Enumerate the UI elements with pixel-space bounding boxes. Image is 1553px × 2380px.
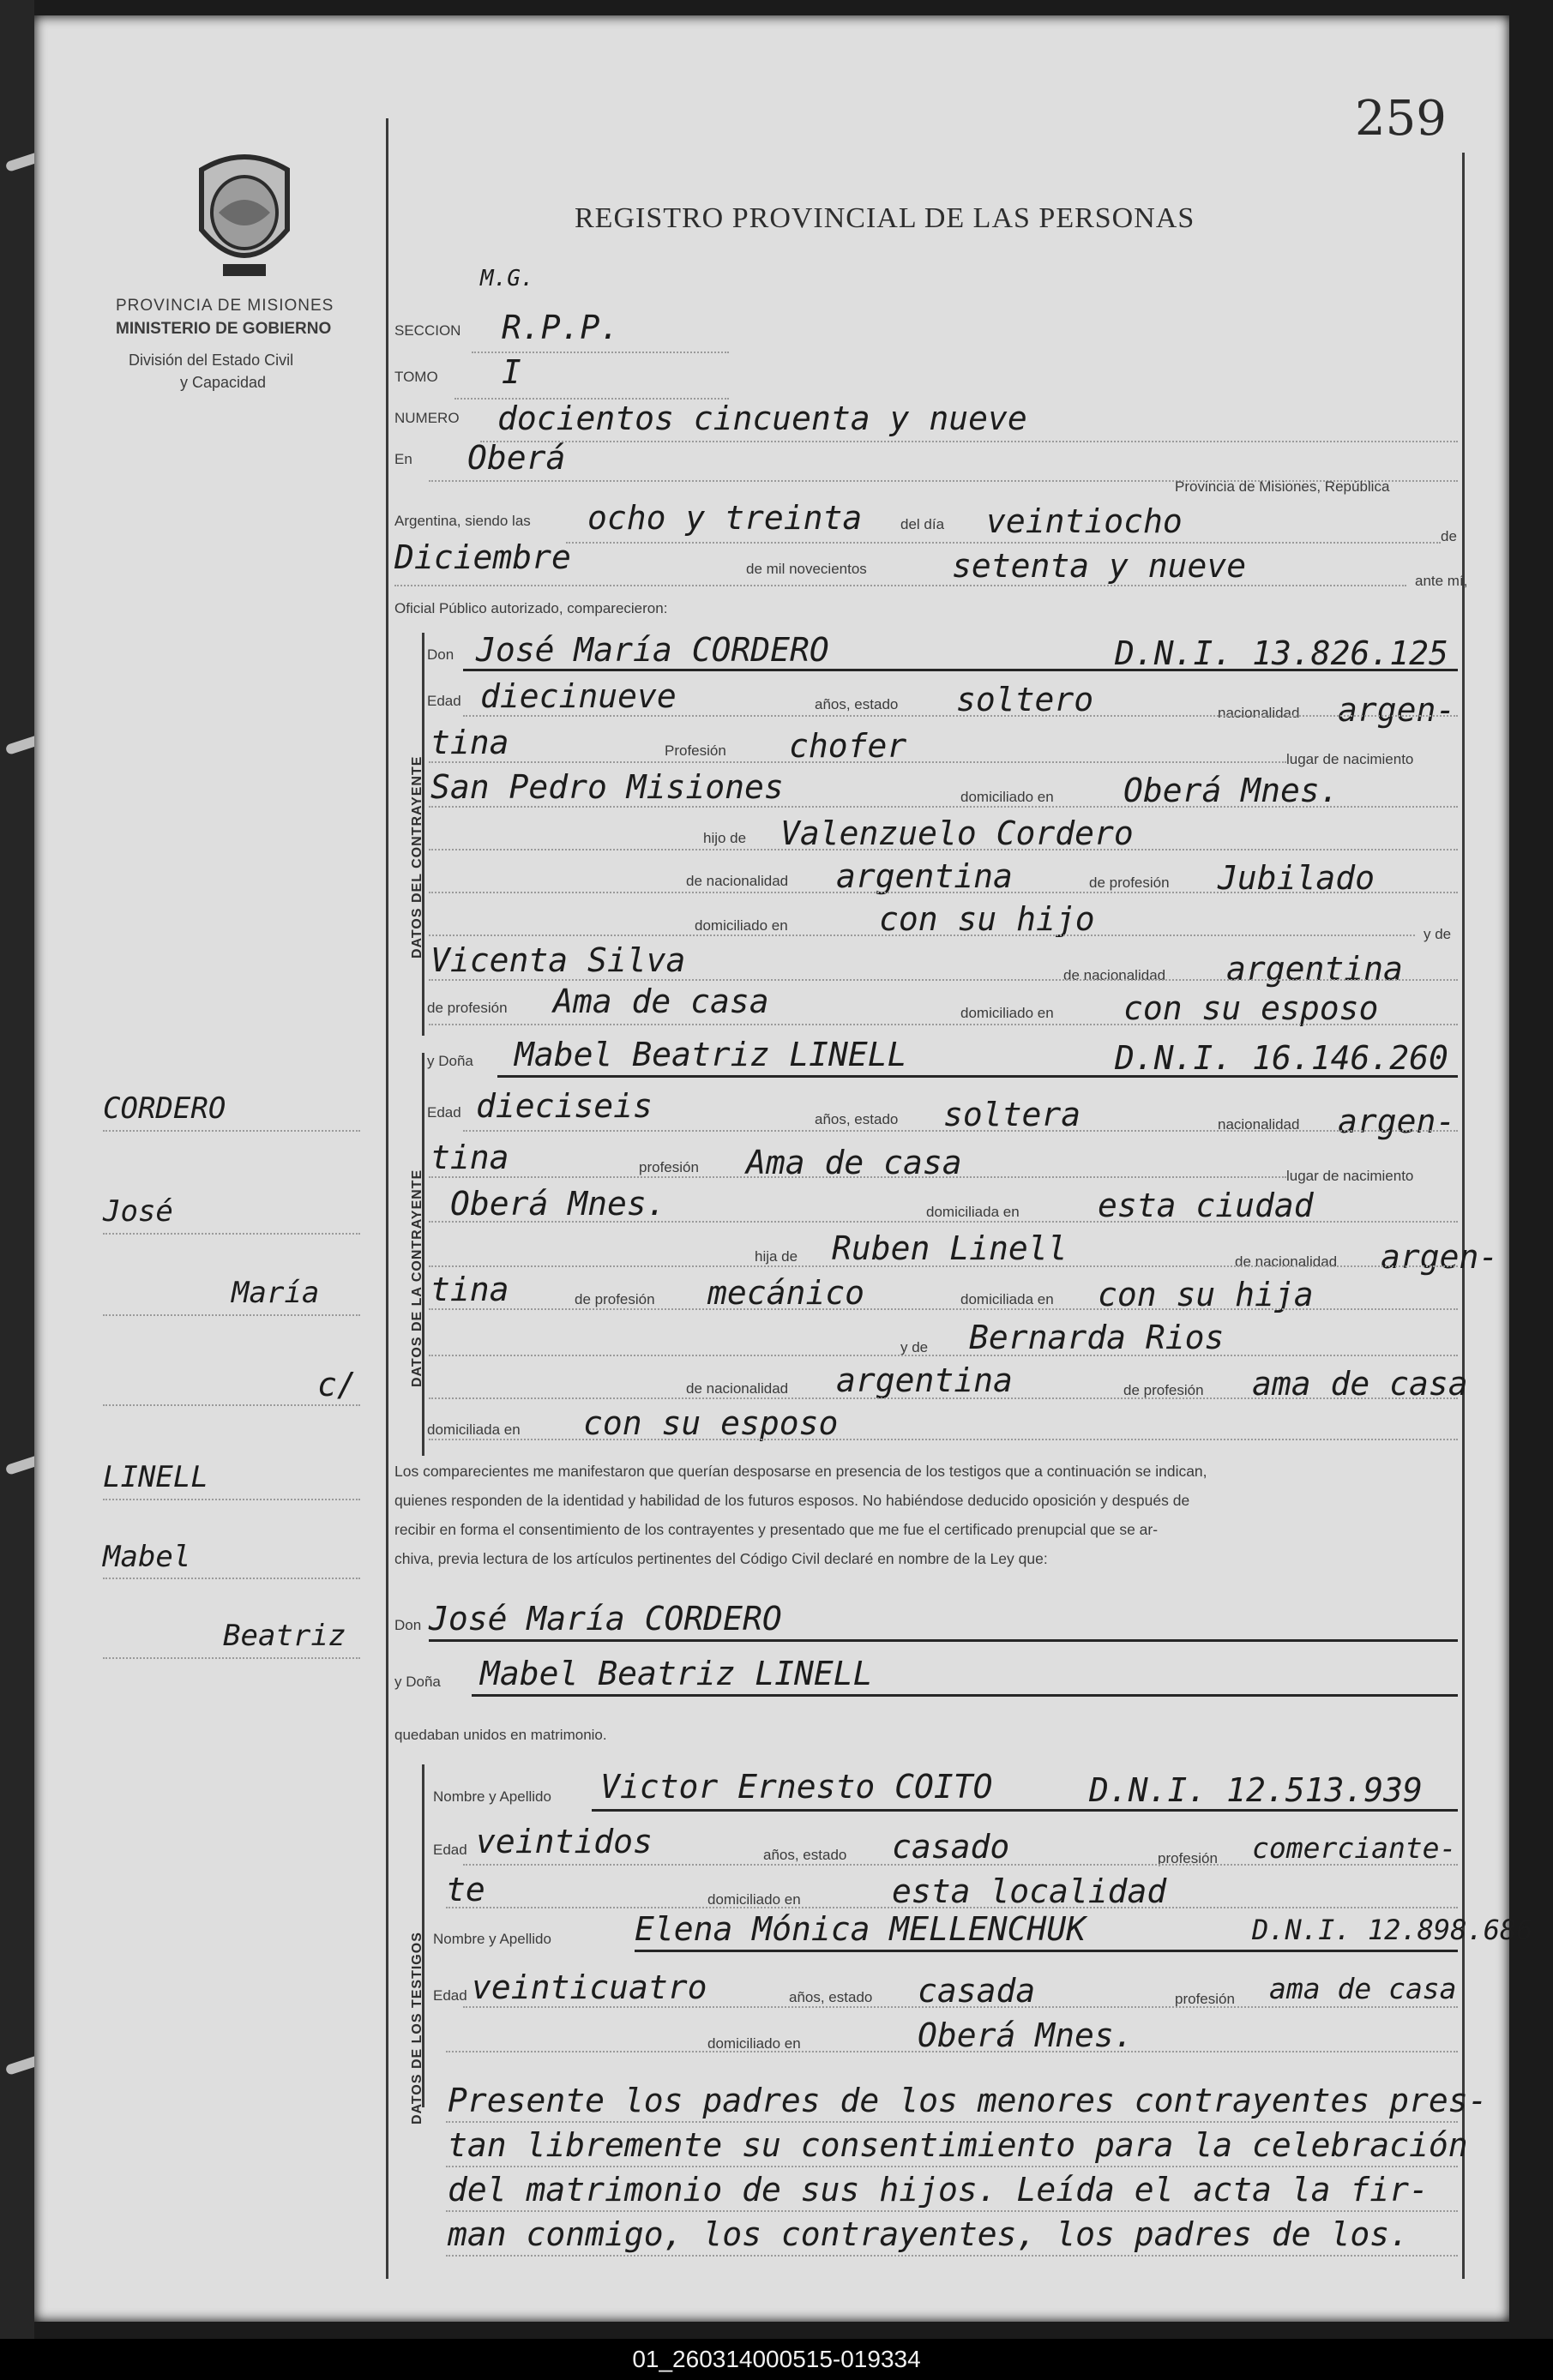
dia-value: veintiocho	[986, 502, 1183, 540]
field-line	[429, 849, 1458, 850]
argentina-label: Argentina, siendo las	[394, 513, 531, 529]
field-line	[463, 1130, 1458, 1132]
ante-mi-label: ante mí,	[1415, 573, 1468, 589]
margin-line	[103, 1130, 360, 1132]
field-line	[497, 1075, 1458, 1078]
estado-label: años, estado	[815, 696, 899, 712]
de-nacionalidad-label: de nacionalidad	[1235, 1253, 1338, 1270]
y-dona-label: y Doña	[394, 1674, 441, 1690]
field-line	[463, 1864, 1458, 1866]
groom-madre-nac: argentina	[1226, 950, 1403, 988]
nacionalidad-label: nacionalidad	[1218, 1116, 1300, 1133]
witness-1-estado: casado	[892, 1828, 1010, 1866]
nacionalidad-label: nacionalidad	[1218, 705, 1300, 721]
field-line	[429, 1265, 1458, 1267]
witness-2-edad: veinticuatro	[472, 1968, 707, 2006]
field-line	[446, 2210, 1458, 2212]
margin-line	[103, 1233, 360, 1235]
lugar-value: Oberá	[467, 439, 566, 477]
bride-padre: Ruben Linell	[832, 1229, 1068, 1267]
field-line	[429, 892, 1458, 893]
field-line	[429, 1176, 1286, 1178]
en-label: En	[394, 451, 412, 467]
de-nacionalidad-label: de nacionalidad	[1063, 967, 1166, 983]
lugar-nac-label: lugar de nacimiento	[1286, 751, 1414, 767]
field-line	[429, 761, 1286, 763]
de-mil-label: de mil novecientos	[746, 561, 867, 577]
de-nacionalidad-label: de nacionalidad	[686, 873, 789, 889]
field-line	[429, 1439, 1458, 1440]
margin-name: Beatriz	[223, 1619, 346, 1653]
margin-surname: CORDERO	[103, 1091, 226, 1126]
witness-1-domicilio: esta localidad	[892, 1872, 1167, 1910]
tomo-value: I	[502, 353, 521, 391]
bride-madre-prof: ama de casa	[1252, 1365, 1468, 1403]
declaration-line: Los comparecientes me manifestaron que querían desposarse en presencia de los testigos que a continuación se indican,	[394, 1463, 1207, 1480]
field-line	[635, 1950, 1458, 1952]
bride-estado: soltera	[943, 1096, 1081, 1133]
tomo-label: TOMO	[394, 369, 438, 385]
observation-line: man conmigo, los contrayentes, los padres de los.	[448, 2215, 1410, 2253]
declaration-line: chiva, previa lectura de los artículos pertinentes del Código Civil declaré en nombre de la Ley que:	[394, 1550, 1048, 1567]
edad-label: Edad	[433, 1987, 467, 2004]
margin-line	[103, 1499, 360, 1500]
division-label-2: y Capacidad	[180, 374, 267, 391]
bride-madre-dom: con su esposo	[583, 1404, 839, 1442]
groom-domicilio: Oberá Mnes.	[1123, 772, 1339, 809]
bride-section-label: DATOS DE LA CONTRAYENTE	[410, 1169, 424, 1387]
de-profesion-label: de profesión	[1089, 874, 1170, 891]
observation-line: del matrimonio de sus hijos. Leída el acta la fir-	[448, 2171, 1429, 2209]
field-line	[429, 1308, 1458, 1310]
image-id-footer: 01_260314000515-019334	[0, 2339, 1553, 2380]
witness-1-edad: veintidos	[476, 1823, 653, 1860]
field-line	[446, 2121, 1458, 2123]
observation-line: Presente los padres de los menores contrayentes pres-	[448, 2082, 1488, 2119]
domiciliado-label: domiciliado en	[707, 1891, 801, 1908]
provincial-coat-of-arms-icon	[184, 144, 304, 290]
union-groom: José María CORDERO	[429, 1600, 782, 1638]
groom-dni: D.N.I. 13.826.125	[1115, 634, 1448, 672]
margin-name: Mabel	[103, 1540, 191, 1574]
field-line	[429, 806, 1458, 808]
de-profesion-label: de profesión	[427, 1000, 508, 1016]
province-label: PROVINCIA DE MISIONES	[116, 297, 334, 315]
bride-madre-nac: argentina	[836, 1361, 1013, 1399]
estado-label: años, estado	[789, 1989, 873, 2005]
declaration-line: quienes responden de la identidad y habilidad de los futuros esposos. No habiéndose deducido oposición y después de	[394, 1492, 1190, 1509]
field-line	[446, 1907, 1458, 1908]
groom-name: José María CORDERO	[476, 631, 829, 669]
numero-label: NUMERO	[394, 410, 460, 426]
bride-profesion: Ama de casa	[746, 1144, 962, 1181]
bride-edad: dieciseis	[476, 1087, 653, 1125]
y-dona-label: y Doña	[427, 1053, 473, 1069]
de-label: de	[1441, 528, 1457, 544]
profesion-label: profesión	[639, 1159, 699, 1175]
margin-line	[103, 1657, 360, 1659]
right-rule	[1462, 153, 1465, 2279]
estado-label: años, estado	[763, 1847, 847, 1863]
division-label: División del Estado Civil	[129, 352, 294, 369]
seccion-value: R.P.P.	[502, 309, 620, 346]
field-line	[429, 1024, 1458, 1025]
bride-name: Mabel Beatriz LINELL	[515, 1036, 907, 1073]
witnesses-section-label: DATOS DE LOS TESTIGOS	[410, 1932, 424, 2125]
lugar-nac-label: lugar de nacimiento	[1286, 1168, 1414, 1184]
field-line	[592, 1809, 1458, 1812]
domiciliada-label: domiciliada en	[960, 1291, 1054, 1307]
bride-madre: Bernarda Rios	[969, 1319, 1225, 1356]
provincia-label: Provincia de Misiones, República	[1175, 478, 1390, 495]
domiciliado-label: domiciliado en	[707, 2035, 801, 2052]
y-de-label: y de	[900, 1339, 929, 1355]
profesion-label: Profesión	[665, 742, 726, 759]
field-line	[472, 1694, 1458, 1697]
edad-label: Edad	[427, 693, 461, 709]
estado-label: años, estado	[815, 1111, 899, 1127]
de-nacionalidad-label: de nacionalidad	[686, 1380, 789, 1397]
margin-rule	[386, 118, 388, 2279]
margin-surname: LINELL	[103, 1460, 208, 1494]
groom-padre: Valenzuelo Cordero	[780, 814, 1134, 852]
hija-de-label: hija de	[755, 1248, 798, 1265]
witness-1-dni: D.N.I. 12.513.939	[1089, 1771, 1423, 1809]
groom-madre: Vicenta Silva	[430, 941, 686, 979]
groom-edad: diecinueve	[480, 677, 677, 715]
hora-value: ocho y treinta	[587, 499, 863, 537]
nombre-apellido-label: Nombre y Apellido	[433, 1931, 551, 1947]
witness-1-name: Victor Ernesto COITO	[600, 1768, 993, 1806]
margin-name: José	[103, 1194, 173, 1229]
mes-value: Diciembre	[394, 538, 571, 576]
edad-label: Edad	[427, 1104, 461, 1121]
bride-padre-nac: argen-	[1381, 1238, 1499, 1276]
bride-dni: D.N.I. 16.146.260	[1115, 1039, 1448, 1077]
bride-lugar-nac: Oberá Mnes.	[450, 1185, 666, 1223]
witness-1-profesion-cont: te	[446, 1871, 485, 1908]
don-label: Don	[394, 1617, 422, 1633]
field-line	[463, 669, 1458, 671]
profesion-label: profesión	[1158, 1850, 1218, 1866]
profesion-label: profesión	[1175, 1991, 1235, 2007]
de-profesion-label: de profesión	[575, 1291, 655, 1307]
bride-padre-prof: mecánico	[707, 1274, 865, 1312]
quedaban-label: quedaban unidos en matrimonio.	[394, 1727, 607, 1743]
field-line	[429, 935, 1415, 936]
numero-value: docientos cincuenta y nueve	[497, 400, 1027, 437]
groom-padre-nac: argentina	[836, 857, 1013, 895]
groom-nacionalidad-cont: tina	[430, 724, 509, 761]
groom-nacionalidad: argen-	[1338, 691, 1456, 729]
edad-label: Edad	[433, 1842, 467, 1858]
field-line	[394, 585, 1406, 586]
domiciliado-label: domiciliado en	[960, 1005, 1054, 1021]
field-line	[446, 2166, 1458, 2167]
margin-conjunction: c/	[317, 1366, 357, 1403]
groom-madre-dom: con su esposo	[1123, 989, 1379, 1027]
groom-profesion: chofer	[789, 727, 907, 765]
domiciliada-label: domiciliada en	[926, 1204, 1020, 1220]
bride-domicilio: esta ciudad	[1098, 1187, 1314, 1224]
field-line	[429, 1355, 1458, 1356]
field-line	[429, 1639, 1458, 1642]
witness-1-profesion: comerciante-	[1252, 1831, 1457, 1865]
groom-estado: soltero	[956, 681, 1094, 718]
bride-padre-nac-cont: tina	[430, 1271, 509, 1308]
field-line	[463, 715, 1458, 717]
witness-2-dni: D.N.I. 12.898.686	[1252, 1914, 1533, 1946]
field-line	[429, 979, 1458, 981]
entry-mg: M.G.	[480, 266, 534, 291]
groom-madre-prof: Ama de casa	[553, 983, 769, 1020]
page-number: 259	[1355, 91, 1447, 147]
union-bride: Mabel Beatriz LINELL	[480, 1655, 873, 1692]
oficial-label: Oficial Público autorizado, comparecieron:	[394, 600, 668, 616]
field-line	[446, 2255, 1458, 2257]
groom-section-label: DATOS DEL CONTRAYENTE	[410, 755, 424, 959]
bride-nacionalidad: argen-	[1338, 1103, 1456, 1140]
field-line	[463, 2006, 1458, 2008]
margin-line	[103, 1578, 360, 1579]
margin-line	[103, 1404, 360, 1406]
seccion-label: SECCION	[394, 322, 461, 339]
don-label: Don	[427, 646, 454, 663]
observation-line: tan libremente su consentimiento para la celebración	[448, 2126, 1468, 2164]
bride-nacionalidad-cont: tina	[430, 1139, 509, 1176]
registry-title: REGISTRO PROVINCIAL DE LAS PERSONAS	[575, 202, 1195, 234]
field-line	[566, 542, 1441, 544]
field-line	[446, 2051, 1458, 2052]
domiciliada-label: domiciliada en	[427, 1421, 521, 1438]
de-profesion-label: de profesión	[1123, 1382, 1204, 1398]
book-binding	[0, 0, 34, 2380]
margin-line	[103, 1314, 360, 1316]
registry-page	[34, 15, 1533, 2322]
anio-value: setenta y nueve	[952, 547, 1247, 585]
margin-name: María	[232, 1276, 320, 1310]
domiciliado-label: domiciliado en	[695, 917, 788, 934]
witness-2-domicilio: Oberá Mnes.	[918, 2016, 1134, 2054]
field-line	[480, 441, 1458, 442]
bride-padre-dom: con su hija	[1098, 1276, 1314, 1313]
nombre-apellido-label: Nombre y Apellido	[433, 1788, 551, 1805]
groom-padre-prof: Jubilado	[1218, 859, 1375, 897]
ministry-label: MINISTERIO DE GOBIERNO	[116, 320, 332, 338]
groom-lugar-nac: San Pedro Misiones	[430, 768, 784, 806]
witness-2-name: Elena Mónica MELLENCHUK	[635, 1910, 1086, 1948]
field-line	[429, 1221, 1458, 1223]
declaration-line: recibir en forma el consentimiento de los contrayentes y presentado que me fue el certificado prenupcial que se ar-	[394, 1521, 1159, 1538]
witness-2-profesion: ama de casa	[1269, 1972, 1457, 2005]
groom-padre-dom: con su hijo	[879, 900, 1095, 938]
y-de-label: y de	[1424, 926, 1452, 942]
hijo-de-label: hijo de	[703, 830, 747, 846]
del-dia-label: del día	[900, 516, 945, 532]
domicilio-label: domiciliado en	[960, 789, 1054, 805]
field-line	[429, 1397, 1458, 1399]
witness-2-estado: casada	[918, 1972, 1036, 2010]
